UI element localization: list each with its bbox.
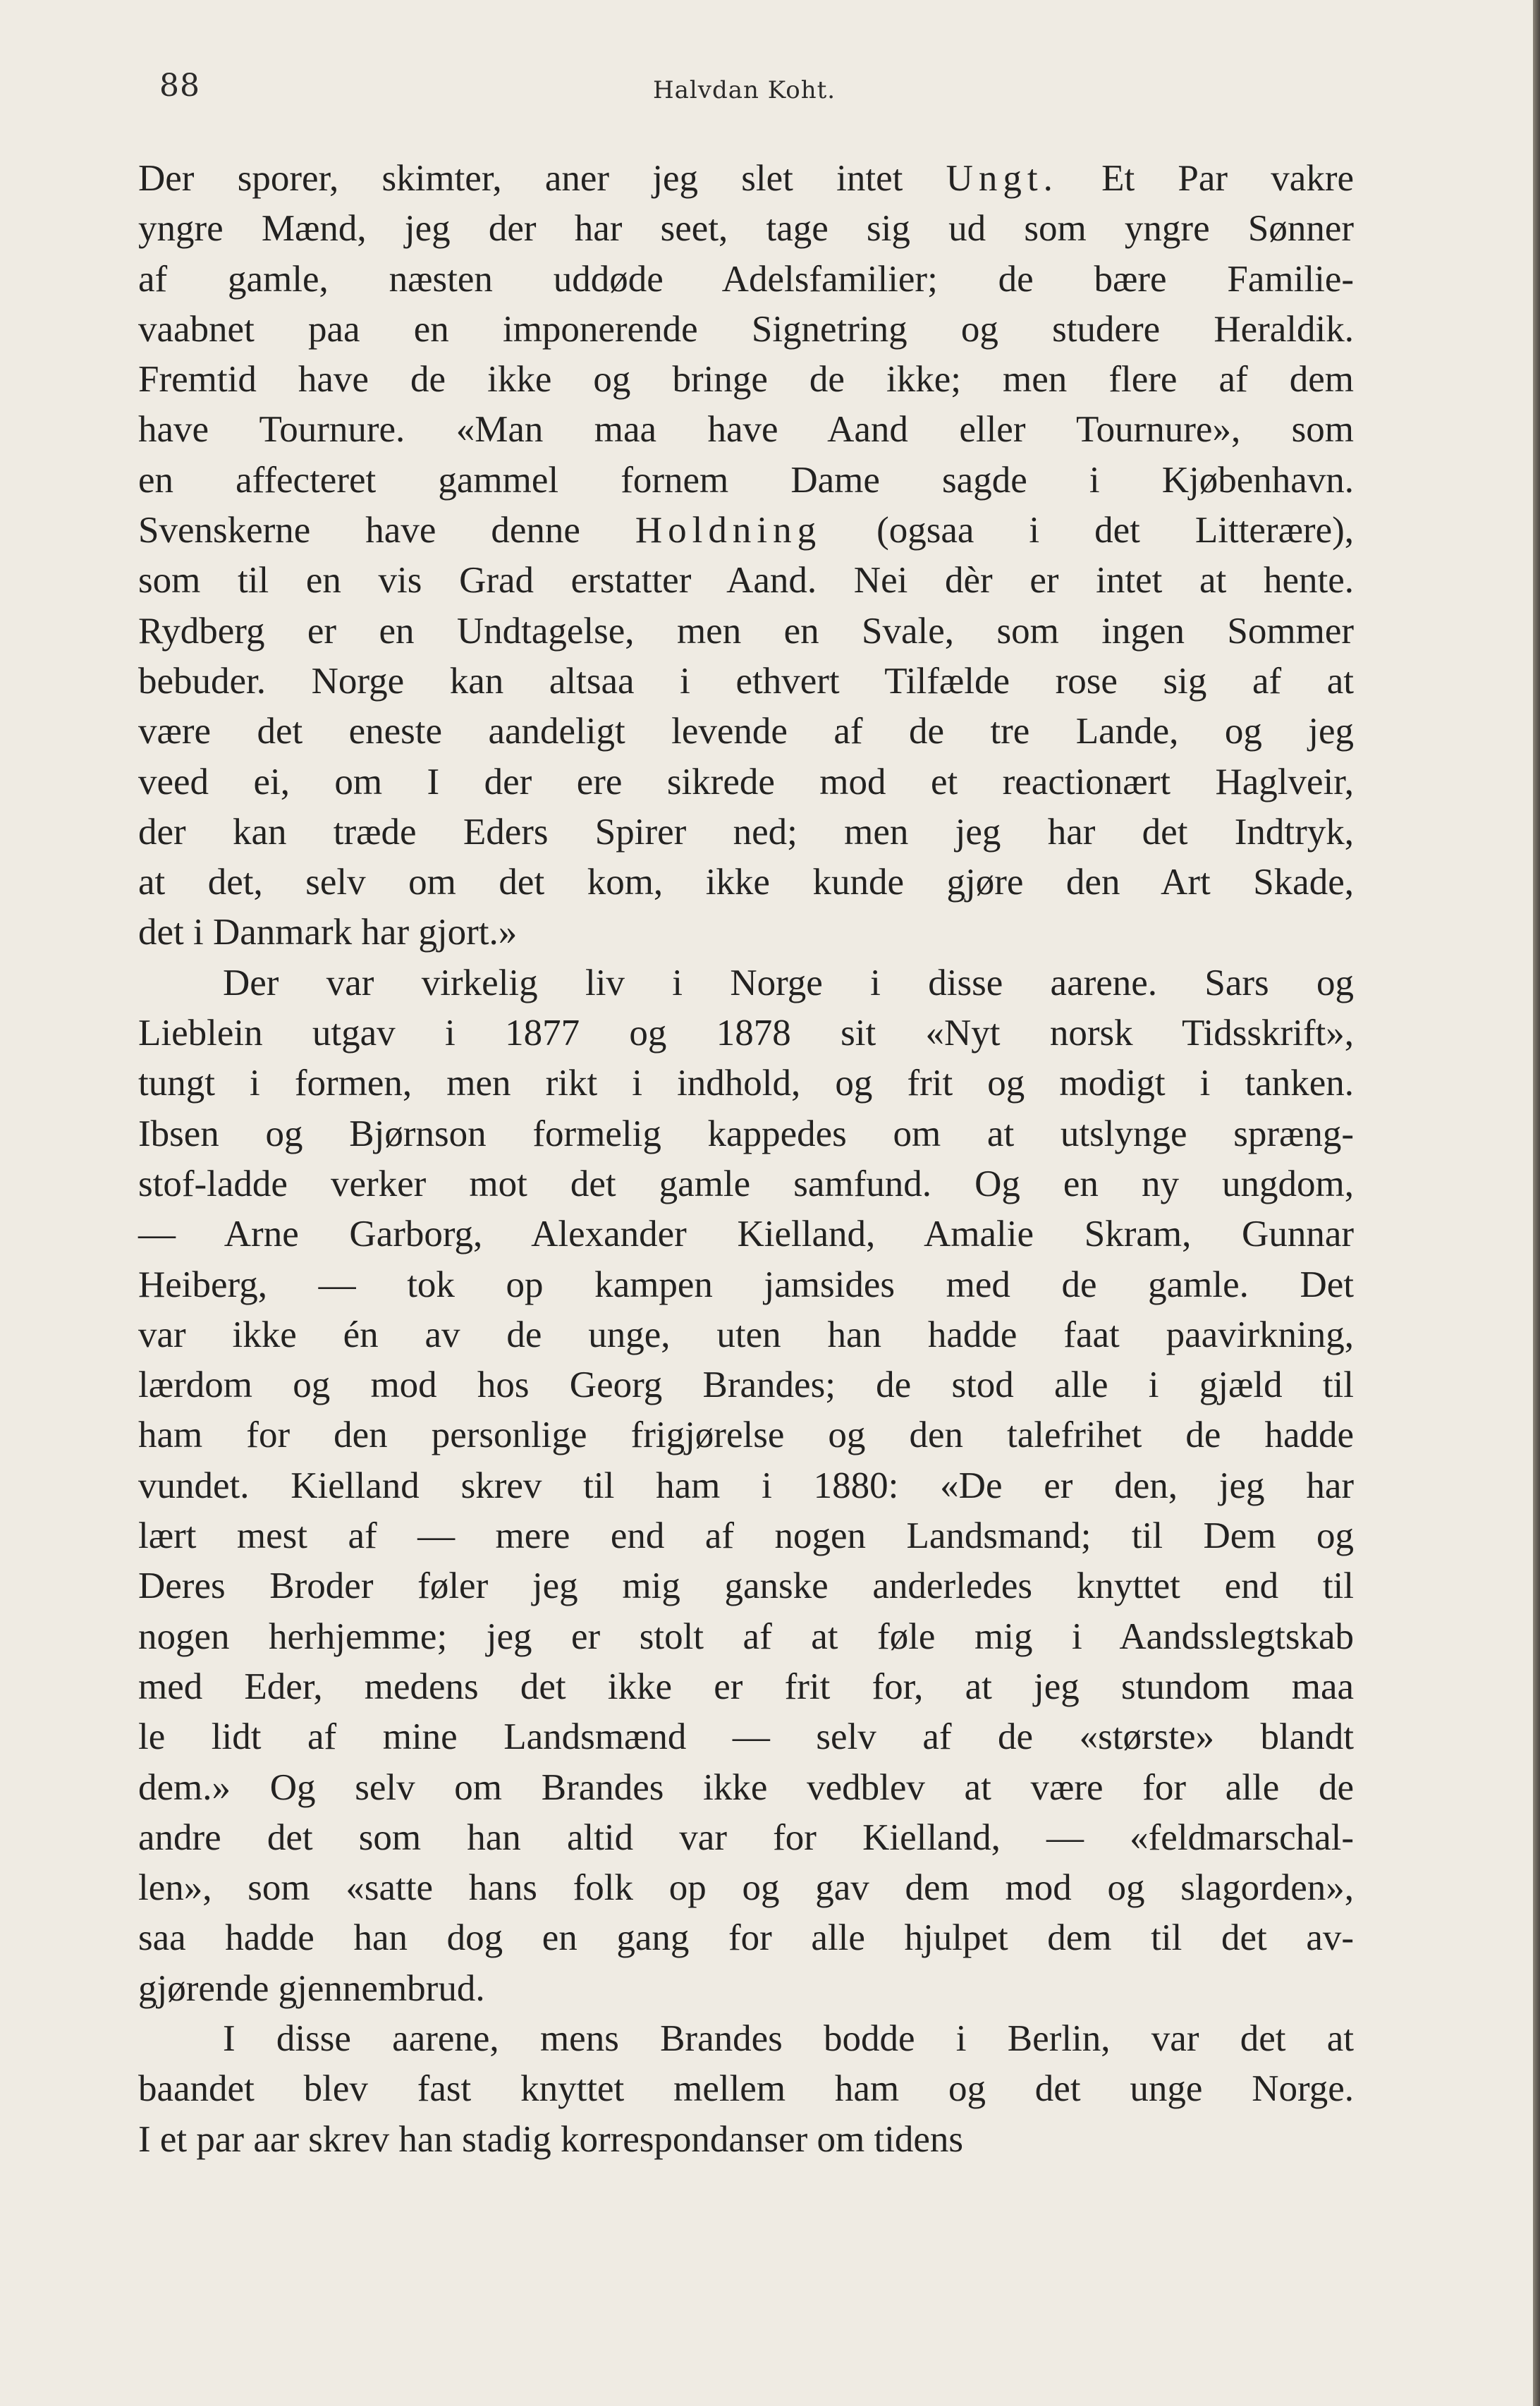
text-line: le lidt af mine Landsmænd — selv af de «største» blandt — [138, 1716, 1354, 1758]
text-line: være det eneste aandeligt levende af de tre Lande, og jeg — [138, 711, 1354, 752]
text-line: Deres Broder føler jeg mig ganske anderledes knyttet end til — [138, 1565, 1354, 1607]
text-line: saa hadde han dog en gang for alle hjulpet dem til det av- — [138, 1917, 1354, 1959]
text-line: Svenskerne have denne Holdning (ogsaa i det Litterære), — [138, 510, 1354, 551]
text-line: Rydberg er en Undtagelse, men en Svale, som ingen Sommer — [138, 610, 1354, 652]
text-line: som til en vis Grad erstatter Aand. Nei dèr er intet at hente. — [138, 560, 1354, 602]
text-line: nogen herhjemme; jeg er stolt af at føle mig i Aandsslegtskab — [138, 1616, 1354, 1657]
text-line: en affecteret gammel fornem Dame sagde i Kjøbenhavn. — [138, 459, 1354, 501]
text-line: Ibsen og Bjørnson formelig kappedes om at utslynge spræng- — [138, 1113, 1354, 1154]
emphasized-word: Ungt. — [946, 158, 1058, 199]
text-line: lært mest af — mere end af nogen Landsmand; til Dem og — [138, 1515, 1354, 1557]
text-line: med Eder, medens det ikke er frit for, at jeg stundom maa — [138, 1666, 1354, 1707]
text-line: have Tournure. «Man maa have Aand eller Tournure», som — [138, 409, 1354, 451]
text-line: bebuder. Norge kan altsaa i ethvert Tilfælde rose sig af at — [138, 660, 1354, 702]
text-line: baandet blev fast knyttet mellem ham og det unge Norge. — [138, 2068, 1354, 2110]
text-line: vaabnet paa en imponerende Signetring og studere Heraldik. — [138, 308, 1354, 350]
text-line: len», som «satte hans folk op og gav dem mod og slagorden», — [138, 1867, 1354, 1909]
text-line: der kan træde Eders Spirer ned; men jeg har det Indtryk, — [138, 811, 1354, 853]
paragraph — [138, 2014, 1354, 2165]
text-line: I et par aar skrev han stadig korrespondanser om tidens — [138, 2118, 964, 2160]
text-line: Fremtid have de ikke og bringe de ikke; men flere af dem — [138, 359, 1354, 401]
text-line: at det, selv om det kom, ikke kunde gjøre den Art Skade, — [138, 862, 1354, 903]
text-line: tungt i formen, men rikt i indhold, og frit og modigt i tanken. — [138, 1063, 1354, 1104]
running-head: Halvdan Koht. — [653, 76, 836, 104]
paragraph — [138, 154, 1354, 958]
text-line: var ikke én av de unge, uten han hadde faat paavirkning, — [138, 1314, 1354, 1355]
text-line: stof-ladde verker mot det gamle samfund. Og en ny ungdom, — [138, 1163, 1354, 1204]
text-line: Heiberg, — tok op kampen jamsides med de gamle. Det — [138, 1264, 1354, 1305]
text-line: vundet. Kielland skrev til ham i 1880: «De er den, jeg har — [138, 1465, 1354, 1506]
text-line: Lieblein utgav i 1877 og 1878 sit «Nyt norsk Tidsskrift», — [138, 1013, 1354, 1054]
text-line: dem.» Og selv om Brandes ikke vedblev at være for alle de — [138, 1766, 1354, 1808]
body-text — [138, 154, 1354, 2165]
text-line: lærdom og mod hos Georg Brandes; de stod alle i gjæld til — [138, 1364, 1354, 1406]
text-line: det i Danmark har gjort.» — [138, 912, 518, 953]
page-header — [159, 68, 1358, 117]
text-line: Der var virkelig liv i Norge i disse aarene. Sars og — [223, 962, 1354, 1003]
text-line: veed ei, om I der ere sikrede mod et reactionært Haglveir, — [138, 761, 1354, 802]
emphasized-word: Holdning — [635, 510, 822, 551]
paragraph — [138, 958, 1354, 2014]
text-line: af gamle, næsten uddøde Adelsfamilier; de bære Familie- — [138, 258, 1354, 300]
text-line: yngre Mænd, jeg der har seet, tage sig ud som yngre Sønner — [138, 208, 1354, 250]
text-line: — Arne Garborg, Alexander Kielland, Amalie Skram, Gunnar — [138, 1214, 1354, 1255]
text-line: andre det som han altid var for Kielland, — «feldmarschal- — [138, 1816, 1354, 1858]
text-line: gjørende gjennembrud. — [138, 1967, 485, 2009]
page-number: 88 — [159, 68, 200, 104]
binding-edge — [1533, 0, 1540, 2406]
text-line: Der sporer, skimter, aner jeg slet intet Ungt. Et Par vakre — [138, 158, 1355, 199]
text-line: ham for den personlige frigjørelse og den talefrihet de hadde — [138, 1415, 1354, 1456]
text-line: I disse aarene, mens Brandes bodde i Berlin, var det at — [223, 2017, 1354, 2059]
